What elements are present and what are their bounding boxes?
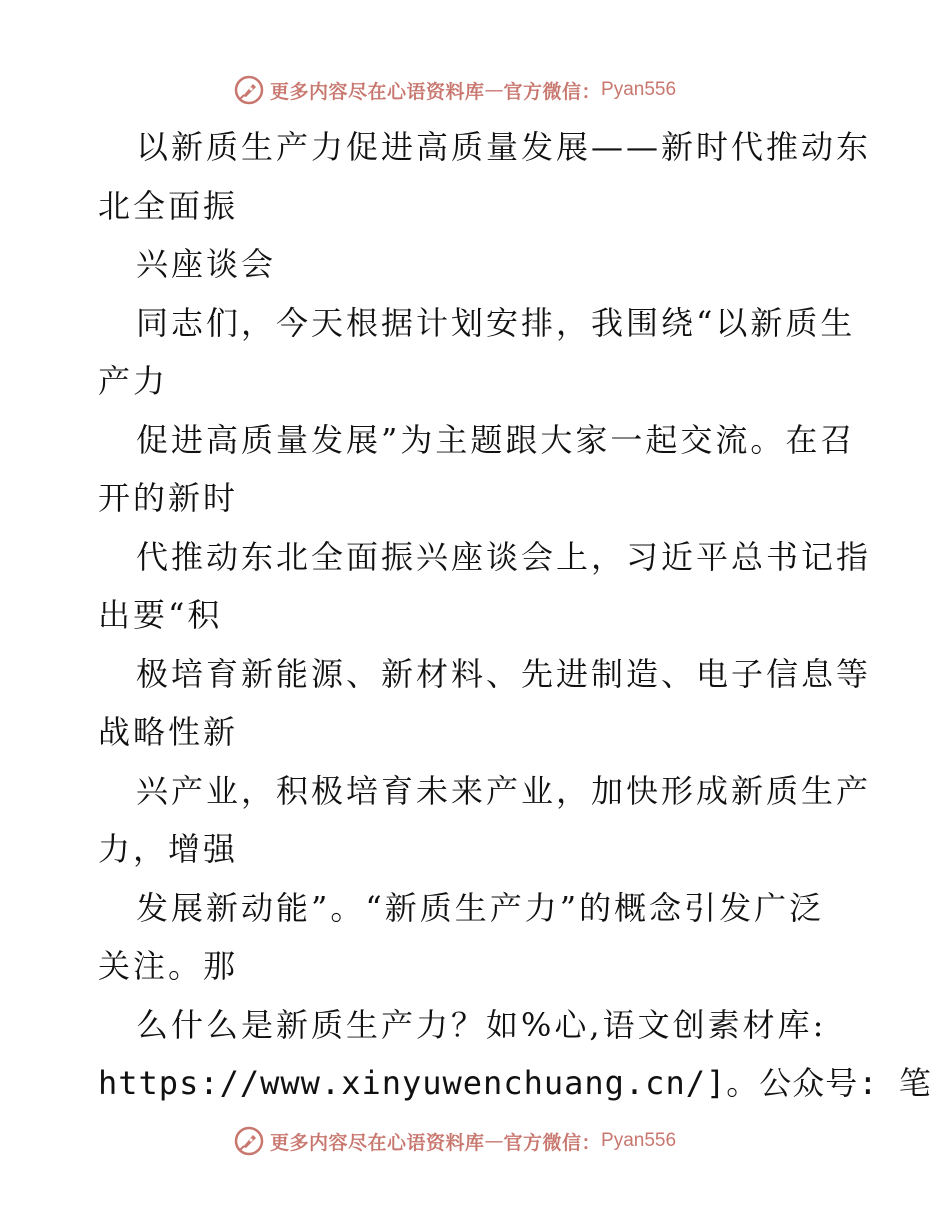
watermark-wechat-label: 官方微信： bbox=[503, 80, 602, 103]
watermark-separator: — bbox=[484, 79, 504, 101]
text-line: 代推动东北全面振兴座谈会上，习近平总书记指 bbox=[136, 537, 872, 576]
watermark-wechat-label: 官方微信： bbox=[503, 1131, 602, 1154]
text-line: 出要“积 bbox=[98, 596, 223, 634]
text-line: 极培育新能源、新材料、先进制造、电子信息等 bbox=[136, 654, 872, 693]
text-line: 兴座谈会 bbox=[136, 245, 277, 283]
footer-watermark bbox=[234, 1124, 676, 1158]
pen-nib-logo-icon bbox=[234, 1126, 264, 1156]
watermark-wechat-id: Pyan556 bbox=[601, 79, 677, 100]
text-line: 发展新动能”。“新质生产力”的概念引发广泛 bbox=[136, 888, 825, 927]
pen-nib-logo-icon bbox=[234, 75, 264, 105]
watermark-text: 更多内容尽在心语资料库 bbox=[270, 80, 485, 103]
text-line: 开的新时 bbox=[98, 479, 239, 517]
text-line: 战略性新 bbox=[98, 713, 239, 751]
text-line: 力，增强 bbox=[98, 830, 239, 868]
document-body bbox=[98, 118, 932, 1113]
watermark-text: 更多内容尽在心语资料库 bbox=[270, 1131, 485, 1154]
text-line: https://www.xinyuwenchuang.cn/]。公众号: 笔 bbox=[98, 1064, 932, 1102]
text-line: 产力 bbox=[98, 362, 169, 400]
text-line: 以新质生产力促进高质量发展——新时代推动东 bbox=[136, 128, 872, 166]
watermark-wechat-id: Pyan556 bbox=[601, 1130, 677, 1151]
text-line: 关注。那 bbox=[98, 947, 239, 985]
text-line: 促进高质量发展”为主题跟大家一起交流。在召 bbox=[136, 420, 856, 459]
header-watermark bbox=[234, 73, 676, 107]
text-line: 北全面振 bbox=[98, 186, 239, 225]
text-line: 么什么是新质生产力？如%心,语文创素材库: bbox=[136, 1005, 827, 1044]
watermark-separator: — bbox=[484, 1130, 504, 1152]
text-line: 同志们，今天根据计划安排，我围绕“以新质生 bbox=[136, 303, 856, 342]
text-line: 兴产业，积极培育未来产业，加快形成新质生产 bbox=[136, 771, 872, 810]
